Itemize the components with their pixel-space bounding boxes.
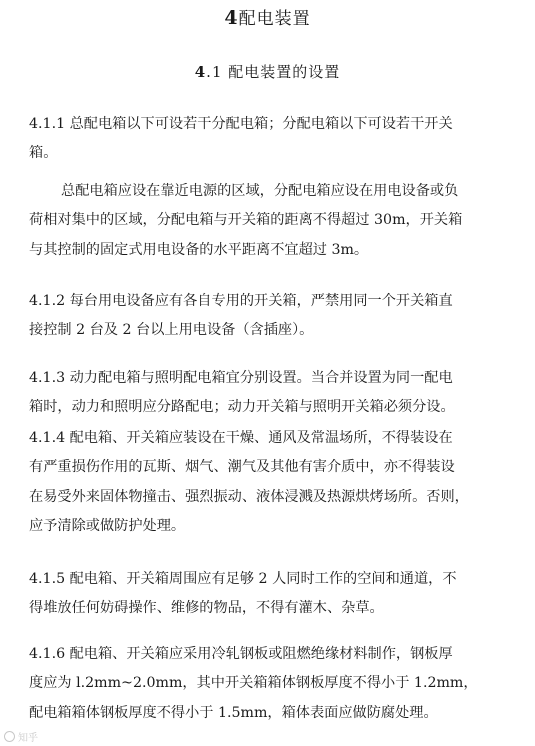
chapter-title-text: 配电装置 — [238, 9, 311, 29]
section-title-text: .1 配电装置的设置 — [206, 63, 341, 81]
clause-4-1-5 — [29, 565, 507, 624]
clause-4-1-3 — [29, 364, 507, 423]
text-line: 与其控制的固定式用电设备的水平距离不宜超过 3m。 — [29, 241, 369, 258]
chapter-number: 4 — [224, 7, 239, 29]
text-line: 得堆放任何妨碍操作、维修的物品，不得有灌木、杂草。 — [29, 600, 384, 617]
text-line: 度应为 l.2mm~2.0mm，其中开关箱箱体钢板厚度不得小于 1.2mm， — [29, 675, 478, 692]
text-line: 有严重损伤作用的瓦斯、烟气、潮气及其他有害介质中，亦不得装设 — [29, 459, 455, 476]
text-line: 箱。 — [29, 145, 58, 162]
watermark — [4, 729, 38, 744]
text-line: 4.1.2 每台用电设备应有各自专用的开关箱，严禁用同一个开关箱直 — [29, 293, 453, 309]
text-line: 4.1.1 总配电箱以下可设若干分配电箱；分配电箱以下可设若干开关 — [29, 116, 453, 132]
clause-4-1-6 — [29, 640, 507, 728]
watermark-text: 知乎 — [18, 733, 38, 744]
clause-4-1-1 — [29, 110, 507, 169]
chapter-title — [0, 6, 535, 31]
text-line: 4.1.3 动力配电箱与照明配电箱宜分别设置。当合并设置为同一配电 — [29, 370, 453, 386]
text-line: 应予清除或做防护处理。 — [29, 518, 186, 535]
section-number: 4 — [194, 63, 207, 81]
text-line: 4.1.6 配电箱、开关箱应采用冷轧钢板或阻燃绝缘材料制作，钢板厚 — [29, 646, 453, 662]
text-line: 4.1.4 配电箱、开关箱应装设在干燥、通风及常温场所，不得装设在 — [29, 430, 453, 446]
clause-4-1-2 — [29, 287, 507, 346]
text-line: 荷相对集中的区域，分配电箱与开关箱的距离不得超过 30m，开关箱 — [29, 212, 463, 229]
text-line: 箱时，动力和照明应分路配电；动力开关箱与照明开关箱必须分设。 — [29, 399, 455, 416]
watermark-logo-icon — [4, 731, 15, 742]
text-line: 配电箱箱体钢板厚度不得小于 1.5mm，箱体表面应做防腐处理。 — [29, 704, 438, 721]
text-line: 在易受外来固体物撞击、强烈振动、液体浸溅及热源烘烤场所。否则， — [29, 488, 469, 505]
clause-4-1-4 — [29, 424, 507, 542]
text-line: 接控制 2 台及 2 台以上用电设备（含插座）。 — [29, 322, 314, 339]
clause-4-1-1-detail — [29, 177, 507, 265]
text-line: 4.1.5 配电箱、开关箱周围应有足够 2 人同时工作的空间和通道，不 — [29, 571, 457, 587]
text-line: 总配电箱应设在靠近电源的区域，分配电箱应设在用电设备或负 — [61, 183, 459, 199]
section-title — [0, 61, 535, 83]
